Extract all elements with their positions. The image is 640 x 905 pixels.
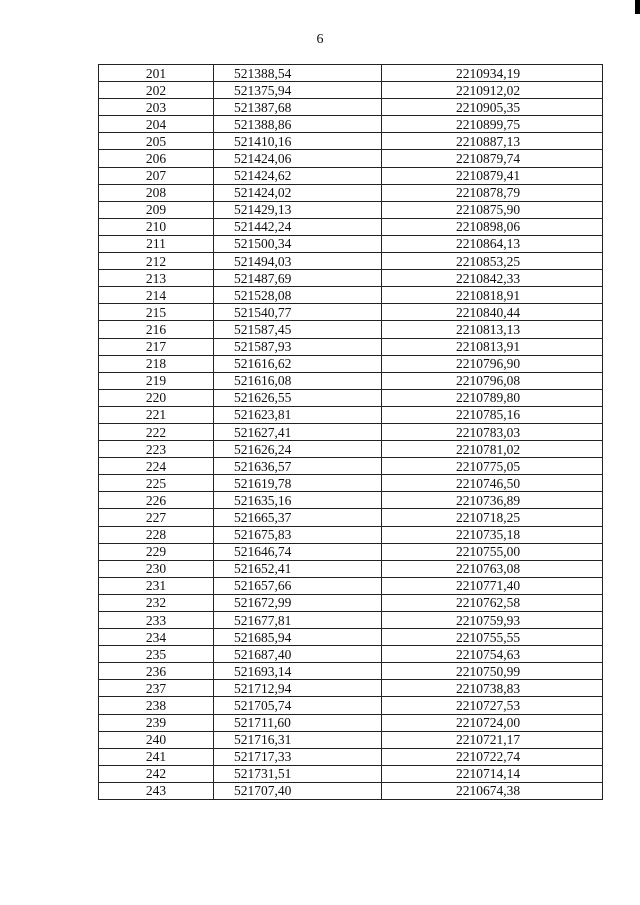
point-number-cell: 206 xyxy=(99,150,214,167)
y-coordinate-cell: 2210796,08 xyxy=(382,372,603,389)
table-row xyxy=(99,748,603,765)
y-coordinate-cell: 2210771,40 xyxy=(382,577,603,594)
table-row xyxy=(99,99,603,116)
point-number-cell: 212 xyxy=(99,253,214,270)
table-row xyxy=(99,184,603,201)
y-coordinate-cell: 2210905,35 xyxy=(382,99,603,116)
point-number-cell: 209 xyxy=(99,201,214,218)
y-coordinate-cell: 2210785,16 xyxy=(382,406,603,423)
table-row xyxy=(99,304,603,321)
page-number: 6 xyxy=(316,32,324,47)
table-row xyxy=(99,423,603,440)
point-number-cell: 202 xyxy=(99,82,214,99)
point-number-cell: 205 xyxy=(99,133,214,150)
point-number-cell: 207 xyxy=(99,167,214,184)
y-coordinate-cell: 2210721,17 xyxy=(382,731,603,748)
point-number-cell: 221 xyxy=(99,406,214,423)
y-coordinate-cell: 2210853,25 xyxy=(382,253,603,270)
x-coordinate-cell: 521424,06 xyxy=(214,150,382,167)
y-coordinate-cell: 2210912,02 xyxy=(382,82,603,99)
x-coordinate-cell: 521707,40 xyxy=(214,782,382,799)
x-coordinate-cell: 521716,31 xyxy=(214,731,382,748)
point-number-cell: 215 xyxy=(99,304,214,321)
table-row xyxy=(99,594,603,611)
table-row xyxy=(99,663,603,680)
x-coordinate-cell: 521635,16 xyxy=(214,492,382,509)
table-row xyxy=(99,150,603,167)
y-coordinate-cell: 2210735,18 xyxy=(382,526,603,543)
x-coordinate-cell: 521687,40 xyxy=(214,646,382,663)
x-coordinate-cell: 521487,69 xyxy=(214,270,382,287)
x-coordinate-cell: 521616,08 xyxy=(214,372,382,389)
point-number-cell: 235 xyxy=(99,646,214,663)
table-row xyxy=(99,253,603,270)
x-coordinate-cell: 521375,94 xyxy=(214,82,382,99)
x-coordinate-cell: 521712,94 xyxy=(214,680,382,697)
table-row xyxy=(99,509,603,526)
x-coordinate-cell: 521646,74 xyxy=(214,543,382,560)
y-coordinate-cell: 2210762,58 xyxy=(382,594,603,611)
y-coordinate-cell: 2210674,38 xyxy=(382,782,603,799)
x-coordinate-cell: 521705,74 xyxy=(214,697,382,714)
point-number-cell: 230 xyxy=(99,560,214,577)
x-coordinate-cell: 521626,55 xyxy=(214,389,382,406)
x-coordinate-cell: 521675,83 xyxy=(214,526,382,543)
y-coordinate-cell: 2210736,89 xyxy=(382,492,603,509)
y-coordinate-cell: 2210718,25 xyxy=(382,509,603,526)
table-row xyxy=(99,65,603,82)
y-coordinate-cell: 2210875,90 xyxy=(382,201,603,218)
point-number-cell: 220 xyxy=(99,389,214,406)
point-number-cell: 208 xyxy=(99,184,214,201)
table-row xyxy=(99,201,603,218)
x-coordinate-cell: 521665,37 xyxy=(214,509,382,526)
table-row xyxy=(99,646,603,663)
table-row xyxy=(99,697,603,714)
table-row xyxy=(99,218,603,235)
x-coordinate-cell: 521388,86 xyxy=(214,116,382,133)
x-coordinate-cell: 521616,62 xyxy=(214,355,382,372)
point-number-cell: 234 xyxy=(99,629,214,646)
x-coordinate-cell: 521494,03 xyxy=(214,253,382,270)
table-row xyxy=(99,612,603,629)
y-coordinate-cell: 2210934,19 xyxy=(382,65,603,82)
point-number-cell: 214 xyxy=(99,287,214,304)
table-row xyxy=(99,270,603,287)
x-coordinate-cell: 521387,68 xyxy=(214,99,382,116)
y-coordinate-cell: 2210763,08 xyxy=(382,560,603,577)
point-number-cell: 243 xyxy=(99,782,214,799)
point-number-cell: 241 xyxy=(99,748,214,765)
point-number-cell: 211 xyxy=(99,235,214,252)
coordinates-table-body xyxy=(99,65,603,800)
x-coordinate-cell: 521424,02 xyxy=(214,184,382,201)
y-coordinate-cell: 2210755,55 xyxy=(382,629,603,646)
point-number-cell: 203 xyxy=(99,99,214,116)
table-row xyxy=(99,82,603,99)
point-number-cell: 237 xyxy=(99,680,214,697)
x-coordinate-cell: 521429,13 xyxy=(214,201,382,218)
x-coordinate-cell: 521677,81 xyxy=(214,612,382,629)
table-row xyxy=(99,287,603,304)
y-coordinate-cell: 2210775,05 xyxy=(382,458,603,475)
point-number-cell: 217 xyxy=(99,338,214,355)
point-number-cell: 204 xyxy=(99,116,214,133)
y-coordinate-cell: 2210813,13 xyxy=(382,321,603,338)
table-row xyxy=(99,441,603,458)
point-number-cell: 201 xyxy=(99,65,214,82)
x-coordinate-cell: 521424,62 xyxy=(214,167,382,184)
y-coordinate-cell: 2210840,44 xyxy=(382,304,603,321)
x-coordinate-cell: 521442,24 xyxy=(214,218,382,235)
table-row xyxy=(99,560,603,577)
table-row xyxy=(99,235,603,252)
table-row xyxy=(99,731,603,748)
point-number-cell: 227 xyxy=(99,509,214,526)
y-coordinate-cell: 2210887,13 xyxy=(382,133,603,150)
y-coordinate-cell: 2210864,13 xyxy=(382,235,603,252)
y-coordinate-cell: 2210783,03 xyxy=(382,423,603,440)
y-coordinate-cell: 2210842,33 xyxy=(382,270,603,287)
x-coordinate-cell: 521652,41 xyxy=(214,560,382,577)
x-coordinate-cell: 521717,33 xyxy=(214,748,382,765)
table-row xyxy=(99,765,603,782)
x-coordinate-cell: 521540,77 xyxy=(214,304,382,321)
table-row xyxy=(99,355,603,372)
point-number-cell: 223 xyxy=(99,441,214,458)
y-coordinate-cell: 2210899,75 xyxy=(382,116,603,133)
point-number-cell: 229 xyxy=(99,543,214,560)
x-coordinate-cell: 521626,24 xyxy=(214,441,382,458)
point-number-cell: 240 xyxy=(99,731,214,748)
y-coordinate-cell: 2210759,93 xyxy=(382,612,603,629)
x-coordinate-cell: 521587,45 xyxy=(214,321,382,338)
x-coordinate-cell: 521623,81 xyxy=(214,406,382,423)
x-coordinate-cell: 521619,78 xyxy=(214,475,382,492)
y-coordinate-cell: 2210781,02 xyxy=(382,441,603,458)
x-coordinate-cell: 521500,34 xyxy=(214,235,382,252)
point-number-cell: 226 xyxy=(99,492,214,509)
y-coordinate-cell: 2210724,00 xyxy=(382,714,603,731)
y-coordinate-cell: 2210879,41 xyxy=(382,167,603,184)
x-coordinate-cell: 521627,41 xyxy=(214,423,382,440)
x-coordinate-cell: 521672,99 xyxy=(214,594,382,611)
table-row xyxy=(99,680,603,697)
point-number-cell: 219 xyxy=(99,372,214,389)
table-row xyxy=(99,116,603,133)
point-number-cell: 213 xyxy=(99,270,214,287)
point-number-cell: 236 xyxy=(99,663,214,680)
table-row xyxy=(99,475,603,492)
y-coordinate-cell: 2210714,14 xyxy=(382,765,603,782)
point-number-cell: 210 xyxy=(99,218,214,235)
table-row xyxy=(99,714,603,731)
point-number-cell: 232 xyxy=(99,594,214,611)
x-coordinate-cell: 521731,51 xyxy=(214,765,382,782)
y-coordinate-cell: 2210727,53 xyxy=(382,697,603,714)
table-row xyxy=(99,629,603,646)
x-coordinate-cell: 521410,16 xyxy=(214,133,382,150)
table-row xyxy=(99,372,603,389)
x-coordinate-cell: 521711,60 xyxy=(214,714,382,731)
point-number-cell: 238 xyxy=(99,697,214,714)
y-coordinate-cell: 2210878,79 xyxy=(382,184,603,201)
y-coordinate-cell: 2210738,83 xyxy=(382,680,603,697)
table-row xyxy=(99,458,603,475)
point-number-cell: 228 xyxy=(99,526,214,543)
point-number-cell: 242 xyxy=(99,765,214,782)
table-row xyxy=(99,492,603,509)
y-coordinate-cell: 2210818,91 xyxy=(382,287,603,304)
table-row xyxy=(99,321,603,338)
table-row xyxy=(99,338,603,355)
point-number-cell: 222 xyxy=(99,423,214,440)
table-row xyxy=(99,543,603,560)
point-number-cell: 218 xyxy=(99,355,214,372)
point-number-cell: 233 xyxy=(99,612,214,629)
corner-mark xyxy=(635,0,640,14)
x-coordinate-cell: 521657,66 xyxy=(214,577,382,594)
x-coordinate-cell: 521693,14 xyxy=(214,663,382,680)
table-row xyxy=(99,167,603,184)
y-coordinate-cell: 2210750,99 xyxy=(382,663,603,680)
y-coordinate-cell: 2210813,91 xyxy=(382,338,603,355)
x-coordinate-cell: 521685,94 xyxy=(214,629,382,646)
table-row xyxy=(99,133,603,150)
table-row xyxy=(99,577,603,594)
table-row xyxy=(99,389,603,406)
x-coordinate-cell: 521528,08 xyxy=(214,287,382,304)
table-row xyxy=(99,406,603,423)
point-number-cell: 224 xyxy=(99,458,214,475)
y-coordinate-cell: 2210879,74 xyxy=(382,150,603,167)
y-coordinate-cell: 2210789,80 xyxy=(382,389,603,406)
x-coordinate-cell: 521587,93 xyxy=(214,338,382,355)
point-number-cell: 231 xyxy=(99,577,214,594)
point-number-cell: 216 xyxy=(99,321,214,338)
y-coordinate-cell: 2210754,63 xyxy=(382,646,603,663)
y-coordinate-cell: 2210796,90 xyxy=(382,355,603,372)
x-coordinate-cell: 521636,57 xyxy=(214,458,382,475)
y-coordinate-cell: 2210755,00 xyxy=(382,543,603,560)
table-row xyxy=(99,526,603,543)
table-row xyxy=(99,782,603,799)
x-coordinate-cell: 521388,54 xyxy=(214,65,382,82)
y-coordinate-cell: 2210898,06 xyxy=(382,218,603,235)
y-coordinate-cell: 2210722,74 xyxy=(382,748,603,765)
point-number-cell: 239 xyxy=(99,714,214,731)
y-coordinate-cell: 2210746,50 xyxy=(382,475,603,492)
coordinates-table xyxy=(98,64,603,800)
point-number-cell: 225 xyxy=(99,475,214,492)
